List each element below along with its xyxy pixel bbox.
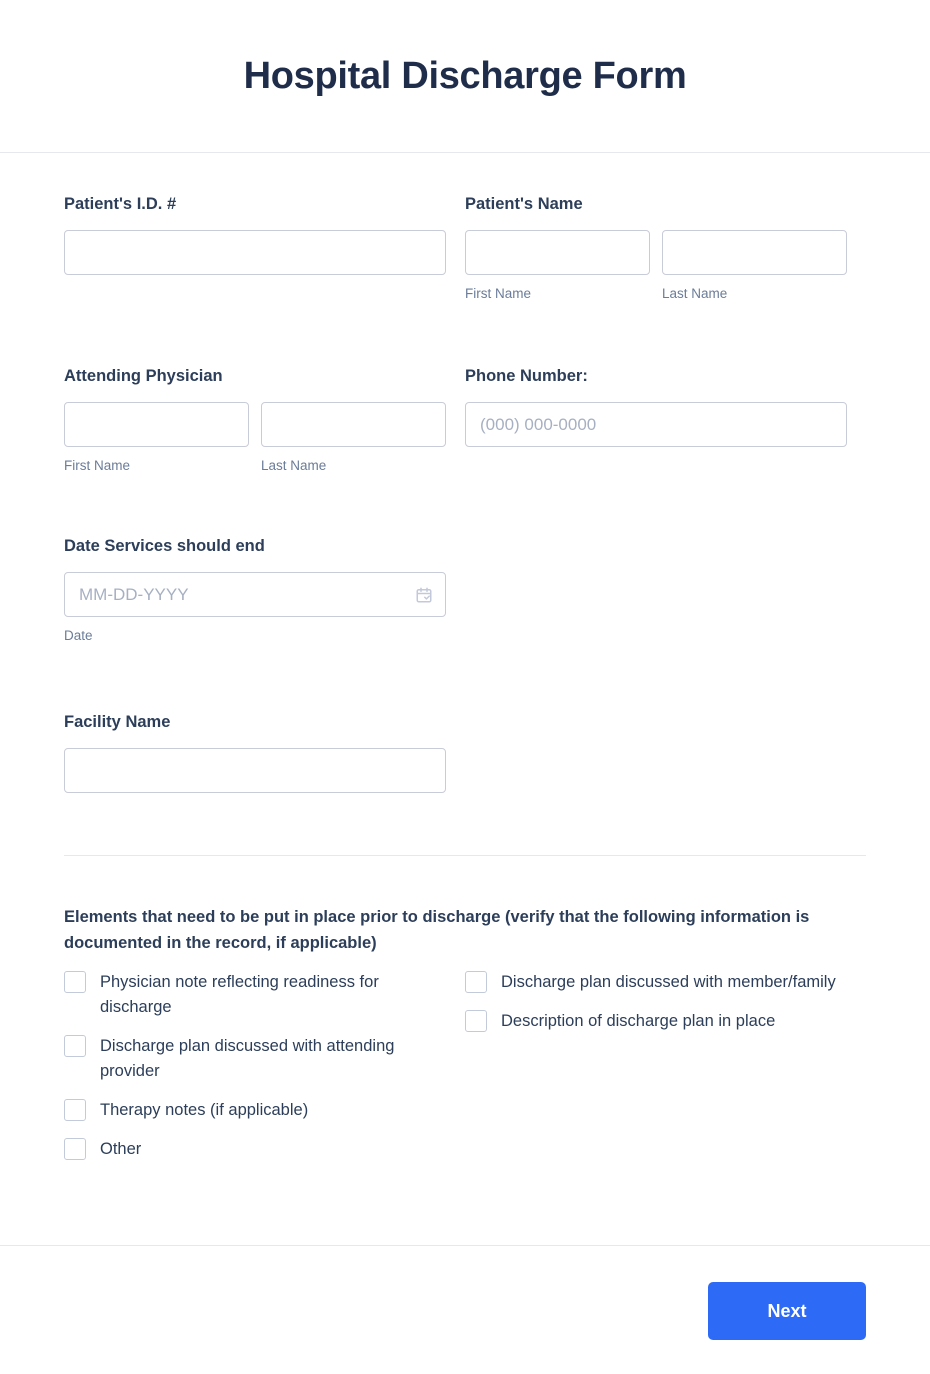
form-row-date bbox=[64, 535, 866, 645]
empty-column bbox=[465, 535, 866, 645]
checkbox-item[interactable] bbox=[64, 1137, 453, 1162]
patient-id-label: Patient's I.D. # bbox=[64, 195, 177, 213]
form-row-facility bbox=[64, 711, 866, 793]
patient-name-label: Patient's Name bbox=[465, 195, 583, 213]
checkbox-unchecked-icon[interactable] bbox=[64, 1099, 86, 1121]
date-services-end-sublabel: Date bbox=[64, 628, 93, 643]
form-row-patient bbox=[64, 193, 866, 303]
facility-name-input[interactable] bbox=[64, 748, 446, 793]
attending-physician-inputs bbox=[64, 402, 446, 475]
checklist-heading: Elements that need to be put in place prior to discharge (verify that the following information is documented in the record, if applicable) bbox=[64, 908, 810, 952]
checkbox-label: Discharge plan discussed with member/family bbox=[501, 973, 836, 991]
checklist-right-column bbox=[465, 970, 866, 1176]
checklist-left-column bbox=[64, 970, 465, 1176]
phone-number-label: Phone Number: bbox=[465, 367, 588, 385]
checkbox-unchecked-icon[interactable] bbox=[64, 1035, 86, 1057]
checkbox-label: Other bbox=[100, 1140, 142, 1158]
physician-last-name-input[interactable] bbox=[261, 402, 446, 447]
checklist-columns bbox=[64, 970, 866, 1176]
physician-first-name-cell bbox=[64, 402, 249, 475]
checkbox-unchecked-icon[interactable] bbox=[64, 971, 86, 993]
field-facility-name bbox=[64, 711, 465, 793]
field-attending-physician bbox=[64, 365, 465, 475]
field-patient-name bbox=[465, 193, 866, 303]
facility-name-label: Facility Name bbox=[64, 713, 171, 731]
checklist-section bbox=[64, 856, 866, 1176]
checkbox-item[interactable] bbox=[64, 1098, 453, 1123]
form-body bbox=[0, 153, 930, 1176]
physician-last-name-cell bbox=[261, 402, 446, 475]
date-services-end-label: Date Services should end bbox=[64, 537, 265, 555]
checkbox-unchecked-icon[interactable] bbox=[64, 1138, 86, 1160]
patient-last-name-input[interactable] bbox=[662, 230, 847, 275]
physician-last-name-sublabel: Last Name bbox=[261, 458, 327, 473]
patient-first-name-input[interactable] bbox=[465, 230, 650, 275]
date-services-end-input[interactable] bbox=[64, 572, 446, 617]
physician-first-name-input[interactable] bbox=[64, 402, 249, 447]
checkbox-label: Discharge plan discussed with attending provider bbox=[100, 1037, 395, 1080]
checkbox-item[interactable] bbox=[465, 1009, 866, 1034]
field-patient-id bbox=[64, 193, 465, 303]
spacer bbox=[64, 303, 866, 365]
checkbox-unchecked-icon[interactable] bbox=[465, 971, 487, 993]
patient-first-name-sublabel: First Name bbox=[465, 286, 532, 301]
checkbox-label: Physician note reflecting readiness for discharge bbox=[100, 973, 379, 1016]
patient-id-input[interactable] bbox=[64, 230, 446, 275]
patient-last-name-sublabel: Last Name bbox=[662, 286, 728, 301]
form-header bbox=[0, 0, 930, 153]
checkbox-unchecked-icon[interactable] bbox=[465, 1010, 487, 1032]
phone-number-input[interactable] bbox=[465, 402, 847, 447]
checkbox-item[interactable] bbox=[64, 970, 453, 1020]
patient-last-name-cell bbox=[662, 230, 847, 303]
spacer bbox=[64, 475, 866, 535]
checkbox-item[interactable] bbox=[465, 970, 866, 995]
physician-first-name-sublabel: First Name bbox=[64, 458, 131, 473]
checkbox-item[interactable] bbox=[64, 1034, 453, 1084]
patient-name-inputs bbox=[465, 230, 847, 303]
next-button[interactable]: Next bbox=[708, 1282, 866, 1340]
spacer bbox=[64, 645, 866, 711]
patient-first-name-cell bbox=[465, 230, 650, 303]
date-input-wrapper bbox=[64, 572, 446, 617]
page-title: Hospital Discharge Form bbox=[243, 54, 687, 97]
form-row-physician bbox=[64, 365, 866, 475]
attending-physician-label: Attending Physician bbox=[64, 367, 223, 385]
field-date-services-end bbox=[64, 535, 465, 645]
checkbox-label: Therapy notes (if applicable) bbox=[100, 1101, 309, 1119]
empty-column bbox=[465, 711, 866, 793]
form-footer bbox=[0, 1245, 930, 1374]
checkbox-label: Description of discharge plan in place bbox=[501, 1012, 776, 1030]
field-phone-number bbox=[465, 365, 866, 475]
